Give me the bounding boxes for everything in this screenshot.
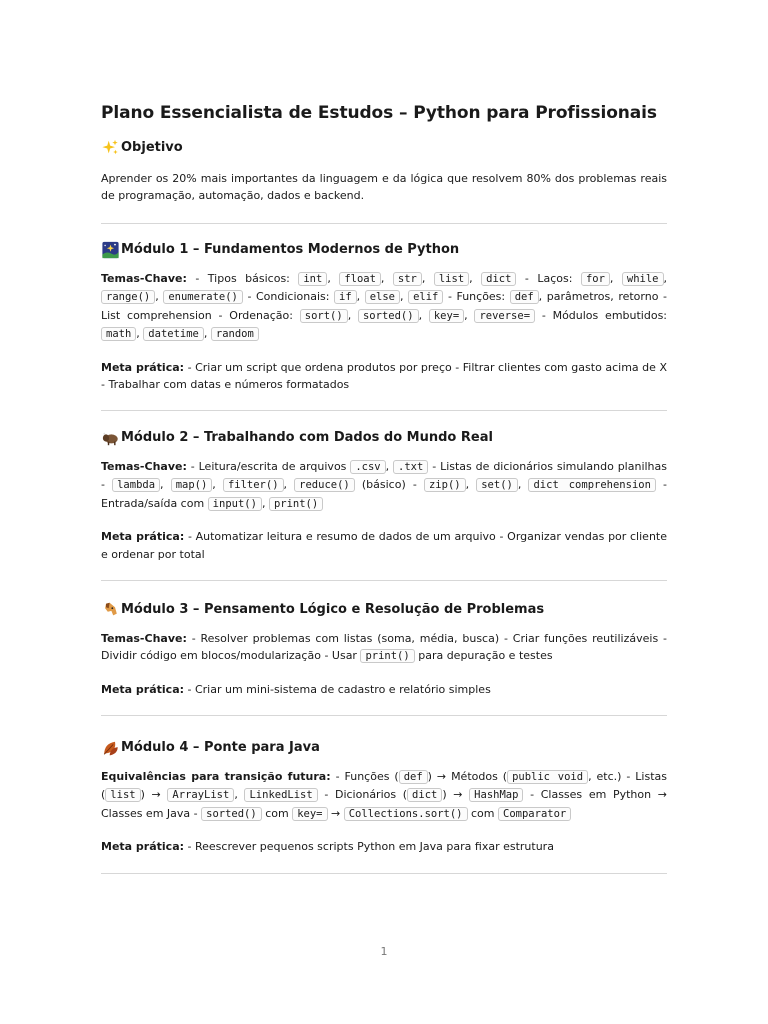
objective-heading-text: Objetivo: [121, 140, 183, 155]
module-2-topics: [101, 458, 667, 513]
inline-code: range(): [101, 290, 155, 304]
inline-code: for: [581, 272, 610, 286]
bison-icon: [101, 429, 120, 447]
text-run: - Entrada/saída com: [101, 478, 668, 510]
module-2-title: Módulo 2 – Trabalhando com Dados do Mundo Real: [121, 430, 493, 445]
text-run: ) →: [140, 788, 168, 802]
inline-code: key=: [292, 807, 327, 821]
inline-code: dict: [407, 788, 442, 802]
inline-code: elif: [408, 290, 443, 304]
module-3-heading: [101, 600, 667, 620]
module-3-section: [101, 600, 667, 716]
page-title: Plano Essencialista de Estudos – Python para Profissionais: [101, 103, 657, 123]
text-run: - Classes em Python → Classes em Java -: [101, 788, 667, 820]
module-4-section: [101, 738, 667, 874]
goal-label: Meta prática:: [101, 530, 185, 544]
inline-code: datetime: [143, 327, 204, 341]
inline-code: math: [101, 327, 136, 341]
text-run: ) → Métodos (: [427, 770, 508, 783]
inline-code: set(): [476, 478, 518, 492]
inline-code: dict comprehension: [528, 478, 655, 492]
objective-text: Aprender os 20% mais importantes da linguagem e da lógica que resolvem 80% dos problemas reais de programação, automação, dados e backend.: [101, 172, 667, 203]
inline-code: lambda: [112, 478, 160, 492]
text-run: - Funções (: [330, 770, 399, 783]
inline-code: int: [298, 272, 327, 286]
topics-label: Temas-Chave:: [101, 460, 187, 473]
inline-code: print(): [269, 497, 323, 511]
text-run: ,: [234, 788, 245, 802]
topics-label: Temas-Chave:: [101, 632, 187, 645]
text-run: ,: [465, 478, 477, 492]
inline-code: def: [399, 770, 428, 784]
module-1-section: [101, 240, 667, 411]
divider: [101, 580, 667, 581]
text-run: ,: [418, 308, 429, 322]
inline-code: map(): [171, 478, 213, 492]
inline-code: ArrayList: [167, 788, 234, 802]
text-run: ,: [380, 272, 393, 285]
night-sky-icon: [101, 241, 120, 259]
module-1-title: Módulo 1 – Fundamentos Modernos de Python: [121, 242, 460, 257]
module-4-topics: [101, 768, 667, 823]
inline-code: enumerate(): [163, 290, 243, 304]
objective-heading: [101, 138, 667, 158]
text-run: , parâmetros, retorno - List comprehension - Ordenação:: [101, 290, 667, 322]
module-2-section: [101, 428, 667, 581]
inline-code: dict: [481, 272, 516, 286]
text-run: - Leitura/escrita de arquivos: [186, 460, 351, 473]
inline-code: else: [365, 290, 400, 304]
text-run: - Tipos básicos:: [186, 272, 299, 285]
text-run: - Resolver problemas com listas (soma, média, busca) - Criar funções reutilizáveis - Dividir código em blocos/modularização - Usar: [101, 632, 667, 663]
inline-code: float: [339, 272, 381, 286]
text-run: ,: [469, 272, 482, 285]
inline-code: zip(): [424, 478, 466, 492]
inline-code: filter(): [223, 478, 284, 492]
text-run: com: [261, 806, 293, 820]
text-run: ,: [327, 272, 340, 285]
text-run: - Laços:: [516, 272, 581, 285]
inline-code: reverse=: [474, 309, 535, 323]
inline-code: while: [622, 272, 664, 286]
inline-code: sorted(): [358, 309, 419, 323]
text-run: ,: [609, 272, 622, 285]
text-run: ,: [136, 327, 144, 341]
inline-code: str: [393, 272, 422, 286]
goal-label: Meta prática:: [101, 360, 185, 374]
goal-text: - Criar um mini-sistema de cadastro e relatório simples: [184, 682, 491, 696]
inline-code: LinkedList: [244, 788, 317, 802]
inline-code: list: [105, 788, 140, 802]
module-2-heading: [101, 428, 667, 448]
text-run: - Dicionários (: [317, 788, 408, 802]
text-run: - Módulos embutidos:: [535, 308, 668, 322]
module-3-topics: [101, 630, 667, 666]
fallen-leaf-icon: [101, 739, 120, 757]
inline-code: print(): [360, 649, 414, 663]
divider: [101, 873, 667, 874]
topics-text: [101, 632, 667, 662]
module-3-goal: [101, 681, 667, 698]
goal-label: Meta prática:: [101, 840, 185, 854]
inline-code: sorted(): [201, 807, 262, 821]
text-run: ,: [212, 478, 223, 492]
text-run: ,: [283, 478, 295, 492]
text-run: ,: [421, 272, 434, 285]
sparkles-icon: [101, 139, 120, 157]
inline-code: sort(): [300, 309, 348, 323]
inline-code: list: [434, 272, 469, 286]
text-run: - Condicionais:: [242, 290, 334, 304]
inline-code: reduce(): [294, 478, 355, 492]
divider: [101, 223, 667, 224]
inline-code: public void: [507, 770, 588, 784]
inline-code: random: [211, 327, 259, 341]
divider: [101, 410, 667, 411]
page-number: 1: [380, 945, 388, 958]
text-run: - Listas de dicionários simulando planilhas -: [101, 460, 667, 492]
text-run: ,: [160, 478, 171, 492]
topics-text: [101, 460, 667, 510]
text-run: ,: [400, 290, 409, 304]
topics-label: Temas-Chave:: [101, 272, 187, 285]
inline-code: Comparator: [498, 807, 571, 821]
inline-code: def: [510, 290, 539, 304]
text-run: ,: [347, 308, 358, 322]
goal-text: - Reescrever pequenos scripts Python em Java para fixar estrutura: [184, 840, 554, 854]
text-run: (básico) -: [354, 478, 424, 492]
goal-text: - Automatizar leitura e resumo de dados de um arquivo - Organizar vendas por cliente e ordenar por total: [101, 530, 667, 561]
module-1-heading: [101, 240, 667, 260]
text-run: ,: [464, 308, 475, 322]
text-run: ,: [203, 327, 211, 341]
topics-text: [101, 272, 667, 340]
inline-code: HashMap: [469, 788, 523, 802]
inline-code: if: [334, 290, 357, 304]
text-run: ,: [385, 460, 394, 473]
text-run: ,: [663, 272, 667, 285]
horse-face-icon: [101, 601, 120, 619]
text-run: para depuração e testes: [414, 649, 553, 663]
text-run: com: [467, 806, 499, 820]
module-4-heading: [101, 738, 667, 758]
text-run: ,: [261, 496, 269, 510]
text-run: ,: [155, 290, 164, 304]
text-run: →: [327, 806, 344, 820]
topics-label: Equivalências para transição futura:: [101, 770, 331, 783]
inline-code: .txt: [393, 460, 428, 474]
inline-code: input(): [208, 497, 262, 511]
objective-section: [101, 138, 667, 224]
text-run: ) →: [442, 788, 470, 802]
module-4-goal: [101, 838, 667, 855]
module-1-goal: [101, 359, 667, 394]
text-run: ,: [517, 478, 529, 492]
inline-code: .csv: [350, 460, 385, 474]
text-run: ,: [356, 290, 365, 304]
goal-label: Meta prática:: [101, 682, 185, 696]
divider: [101, 715, 667, 716]
module-1-topics: [101, 270, 667, 344]
goal-text: - Criar um script que ordena produtos por preço - Filtrar clientes com gasto acima de X - Trabalhar com datas e números formatados: [101, 360, 668, 392]
module-4-title: Módulo 4 – Ponte para Java: [121, 740, 320, 755]
text-run: - Funções:: [443, 290, 510, 304]
module-2-goal: [101, 528, 667, 563]
module-3-title: Módulo 3 – Pensamento Lógico e Resolução de Problemas: [121, 602, 545, 617]
inline-code: Collections.sort(): [344, 807, 468, 821]
text-run: , etc.) - Listas (: [101, 770, 667, 802]
inline-code: key=: [429, 309, 464, 323]
